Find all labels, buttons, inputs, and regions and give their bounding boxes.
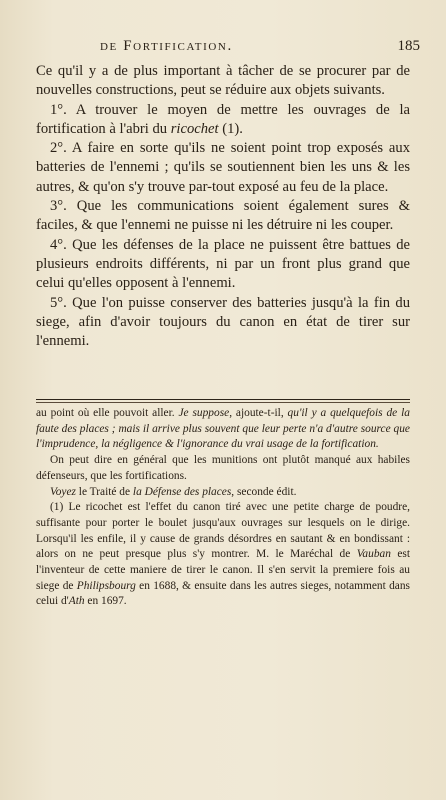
note-reference-text: le Traité de bbox=[78, 485, 131, 498]
note-continuation-text: au point où elle pouvoit aller. bbox=[36, 407, 175, 419]
note-reference-edition: , seconde édit. bbox=[231, 485, 297, 498]
note-continuation-italic: Je suppose bbox=[178, 407, 230, 419]
note-continuation-quote: qu'il y a quelquefois de la faute des places ; mais il arrive plus souvent que leur perte n'a d'autre source que l'imprudence, la négligence & l'ignorance du vrai usage de la fortification. bbox=[36, 407, 410, 451]
footnote-rule bbox=[36, 399, 410, 400]
footnotes bbox=[36, 406, 410, 610]
note-ricochet-text-2: est l'inventeur de cette maniere de tirer le canon. Il s'en servit la premiere fois au siege de bbox=[36, 548, 410, 592]
note-continuation bbox=[36, 406, 410, 453]
note-ricochet-text-3: en 1688, & ensuite dans les autres sieges, notamment dans celui d' bbox=[36, 579, 410, 608]
item-2: 2°. A faire en sorte qu'ils ne soient point trop exposés aux batteries de l'ennemi ; qu'ils se soutiennent bien les uns & les autres, & qu'on s'y trouve par-tout exposé au feu de la place. bbox=[36, 140, 410, 195]
note-ricochet-text: (1) Le ricochet est l'effet du canon tiré avec une petite charge de poudre, suffisante pour porter le boulet jusqu'aux ouvrages sur lesquels on le dirige. Lorsqu'il les enfile, il y cause de grands désordres en sautant & en bondissant : alors on ne peut presque plus s'y montrer. M. le Maréchal de bbox=[36, 501, 410, 561]
note-reference bbox=[36, 485, 410, 501]
item-1-note-ref: (1). bbox=[222, 120, 243, 137]
note-ricochet-philipsbourg: Philipsbourg bbox=[76, 579, 136, 592]
note-ricochet-ath: Ath bbox=[68, 595, 85, 608]
note-ricochet-vauban: Vauban bbox=[356, 548, 391, 561]
item-3: 3°. Que les communications soient également sures & faciles, & que l'ennemi ne puisse ni les détruire ni les couper. bbox=[36, 198, 410, 234]
page-number: 185 bbox=[397, 38, 420, 54]
page-header bbox=[60, 38, 420, 58]
item-5: 5°. Que l'on puisse conserver des batteries jusqu'à la fin du siege, afin d'avoir toujours du canon en état de tirer sur l'ennemi. bbox=[36, 294, 410, 350]
note-ricochet-text-4: en 1697. bbox=[87, 595, 127, 608]
note-reference-voyez: Voyez bbox=[50, 485, 76, 498]
item-1 bbox=[36, 101, 410, 140]
note-munitions: On peut dire en général que les munitions ont plutôt manqué aux habiles défenseurs, que les fortifications. bbox=[36, 454, 410, 482]
note-ricochet bbox=[36, 500, 410, 610]
item-1-text: 1°. A trouver le moyen de mettre les ouvrages de la fortification à l'abri du bbox=[36, 101, 410, 137]
item-1-italic: ricochet bbox=[170, 120, 219, 137]
note-continuation-text-2: , ajoute-t-il, bbox=[229, 407, 284, 419]
running-title: de Fortification. bbox=[100, 38, 233, 54]
note-reference-title: la Défense des places bbox=[132, 485, 232, 498]
item-4: 4°. Que les défenses de la place ne puissent être battues de plusieurs endroits différents, ni par un front plus grand que celui qu'elles opposent à l'ennemi. bbox=[36, 236, 410, 292]
main-text bbox=[36, 62, 410, 351]
intro-paragraph: Ce qu'il y a de plus important à tâcher de se procurer par de nouvelles constructions, peut se réduire aux objets suivants. bbox=[36, 63, 410, 99]
